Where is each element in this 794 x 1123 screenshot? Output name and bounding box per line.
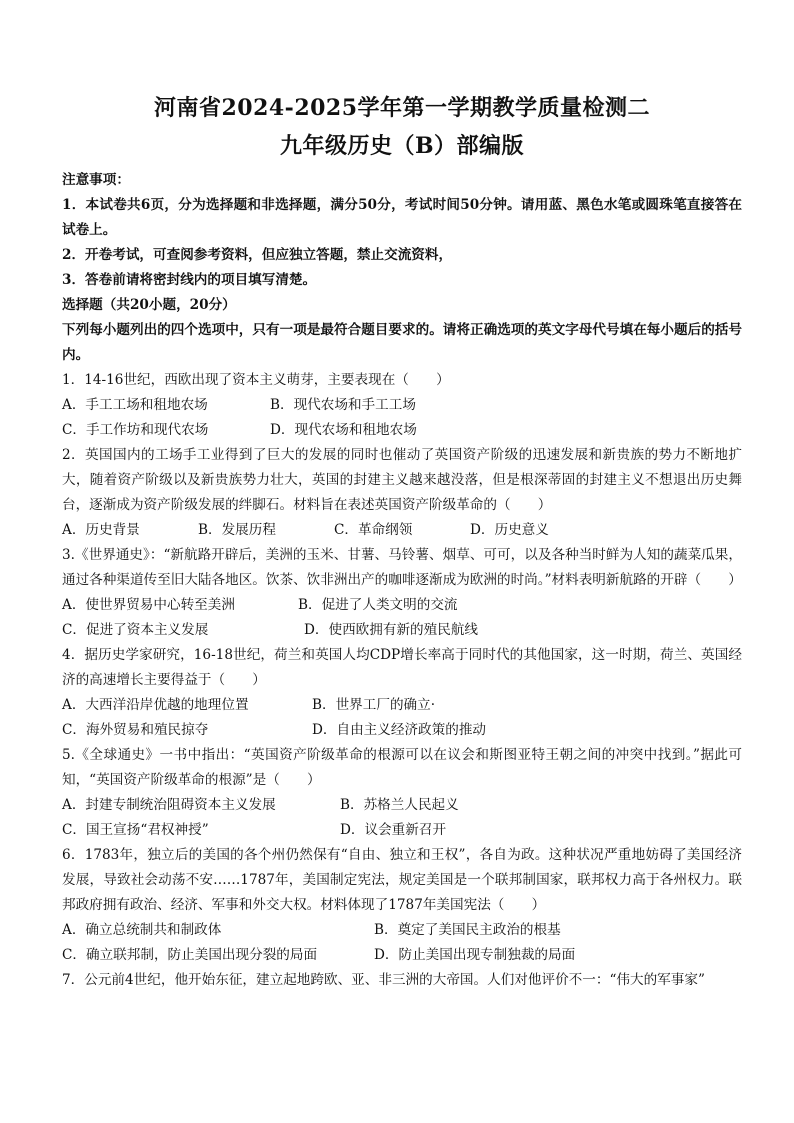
question-4 (62, 643, 742, 743)
option-a: A．手工工场和租地农场 (62, 397, 208, 413)
option-row (62, 793, 742, 818)
option-d: D．现代农场和租地农场 (270, 422, 417, 438)
option-a: A．历史背景 (62, 522, 140, 538)
option-d: D．历史意义 (470, 522, 549, 538)
notice-item-2: 2．开卷考试，可查阅参考资料，但应独立答题，禁止交流资料， (62, 247, 453, 263)
notice-heading: 注意事项： (62, 172, 130, 188)
notice-item-1: 1．本试卷共6页，分为选择题和非选择题，满分50分，考试时间50分钟。请用蓝、黑色水笔或圆珠笔直接答在试卷上。 (62, 197, 742, 238)
option-row (62, 818, 742, 843)
option-c: C．确立联邦制，防止美国出现分裂的局面 (62, 947, 318, 963)
question-3 (62, 543, 742, 643)
option-row (62, 618, 742, 643)
question-stem: 6．1783年，独立后的美国的各个州仍然保有“自由、独立和王权”，各自为政。这种状况严重地妨碍了美国经济发展，导致社会动荡不安……1787年，美国制定宪法，规定美国是一个联邦制国家，联邦权力高于各州权力。联邦政府拥有政治、经济、军事和外交大权。材料体现了1787年美国宪法（ ） (62, 847, 742, 913)
question-7 (62, 968, 742, 993)
option-d: D．自由主义经济政策的推动 (312, 722, 487, 738)
option-row (62, 518, 742, 543)
question-2 (62, 443, 742, 543)
option-c: C．促进了资本主义发展 (62, 622, 209, 638)
option-b: B．奠定了美国民主政治的根基 (374, 922, 561, 938)
option-a: A．确立总统制共和制政体 (62, 922, 222, 938)
section-heading: 选择题（共20小题，20分） (62, 297, 236, 313)
option-a: A．封建专制统治阻碍资本主义发展 (62, 797, 276, 813)
option-d: D．议会重新召开 (340, 822, 447, 838)
option-d: D．使西欧拥有新的殖民航线 (304, 622, 479, 638)
question-1 (62, 368, 742, 443)
exam-page (62, 94, 742, 993)
option-row (62, 393, 742, 418)
option-row (62, 918, 742, 943)
question-5 (62, 743, 742, 843)
option-a: A．使世界贸易中心转至美洲 (62, 597, 235, 613)
option-c: C．国王宣扬“君权神授” (62, 822, 209, 838)
option-c: C．海外贸易和殖民掠夺 (62, 722, 209, 738)
question-stem: 2．英国国内的工场手工业得到了巨大的发展的同时也催动了英国资产阶级的迅速发展和新贵族的势力不断地扩大，随着资产阶级以及新贵族势力壮大，英国的封建主义越来越没落，但是根深蒂固的封建主义不想退出历史舞台，逐渐成为资产阶级发展的绊脚石。材料旨在表述英国资产阶级革命的（ ） (62, 447, 742, 513)
exam-title: 河南省2024-2025学年第一学期教学质量检测二 (153, 95, 651, 121)
option-row (62, 718, 742, 743)
option-b: B．发展历程 (198, 522, 276, 538)
option-b: B．促进了人类文明的交流 (298, 597, 458, 613)
notice-item-3: 3．答卷前请将密封线内的项目填写清楚。 (62, 272, 317, 288)
section-instruction: 下列每小题列出的四个选项中，只有一项是最符合题目要求的。请将正确选项的英文字母代号填在每小题后的括号内。 (62, 322, 742, 363)
option-b: B．世界工厂的确立· (312, 697, 436, 713)
option-row (62, 943, 742, 968)
question-6 (62, 843, 742, 968)
option-row (62, 693, 742, 718)
option-b: B．现代农场和手工工场 (270, 397, 416, 413)
option-a: A．大西洋沿岸优越的地理位置 (62, 697, 249, 713)
exam-subtitle: 九年级历史（B）部编版 (279, 133, 525, 159)
option-c: C．手工作坊和现代农场 (62, 422, 209, 438)
question-stem: 3.《世界通史》：“新航路开辟后，美洲的玉米、甘薯、马铃薯、烟草、可可，以及各种当时鲜为人知的蔬菜瓜果，通过各种渠道传至旧大陆各地区。饮茶、饮非洲出产的咖啡逐渐成为欧洲的时尚。”材料表明新航路的开辟（ ） (62, 547, 742, 588)
option-d: D．防止美国出现专制独裁的局面 (374, 947, 576, 963)
option-c: C．革命纲领 (334, 522, 413, 538)
question-stem: 4．据历史学家研究，16-18世纪，荷兰和英国人均CDP增长率高于同时代的其他国家，这一时期，荷兰、英国经济的高速增长主要得益于（ ） (62, 647, 742, 688)
option-b: B．苏格兰人民起义 (340, 797, 459, 813)
question-stem: 7．公元前4世纪，他开始东征，建立起地跨欧、亚、非三洲的大帝国。人们对他评价不一：“伟大的军事家” (62, 972, 705, 988)
option-row (62, 593, 742, 618)
option-row (62, 418, 742, 443)
question-stem: 1．14-16世纪，西欧出现了资本主义萌芽，主要表现在（ ） (62, 372, 450, 388)
question-stem: 5.《全球通史》一书中指出：“英国资产阶级革命的根源可以在议会和斯图亚特王朝之间的冲突中找到。”据此可知，“英国资产阶级革命的根源”是（ ） (62, 747, 742, 788)
